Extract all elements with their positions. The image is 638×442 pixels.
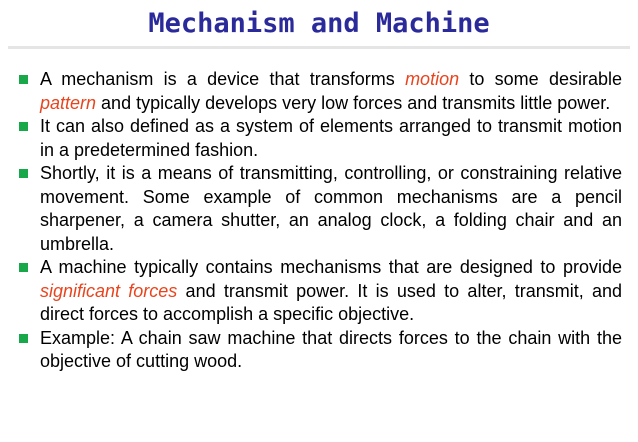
- square-bullet-icon: [19, 334, 28, 343]
- bullet-text: and transmit power. It is used to alter, transmit, and direct forces to accomplish a specific objective.: [40, 280, 622, 324]
- bullet-text: Example: A chain saw machine that directs forces to the chain with the objective of cutting wood.: [40, 327, 622, 371]
- bullet-text: and typically develops very low forces and transmits little power.: [96, 92, 611, 113]
- title-divider: [8, 46, 630, 49]
- bullet-item-chain-saw-example: [18, 327, 622, 374]
- bullet-item-mechanism-definition: [18, 68, 622, 115]
- bullet-item-examples-of-mechanisms: [18, 162, 622, 256]
- square-bullet-icon: [19, 169, 28, 178]
- highlight-significant-forces: significant forces: [40, 280, 178, 301]
- highlight-pattern: pattern: [40, 92, 97, 113]
- bullet-text: It can also defined as a system of elements arranged to transmit motion in a predetermined fashion.: [40, 116, 622, 160]
- square-bullet-icon: [19, 75, 28, 84]
- bullet-text: to some desirable: [459, 69, 622, 89]
- bullet-item-system-of-elements: [18, 115, 622, 162]
- bullet-text: A machine typically contains mechanisms that are designed to provide: [40, 257, 622, 277]
- square-bullet-icon: [19, 122, 28, 131]
- bullet-item-machine-definition: [18, 256, 622, 327]
- bullet-list: [18, 68, 622, 374]
- bullet-text: A mechanism is a device that transforms: [40, 69, 406, 89]
- square-bullet-icon: [19, 263, 28, 272]
- highlight-motion: motion: [405, 69, 460, 89]
- slide-title: Mechanism and Machine: [148, 8, 490, 39]
- bullet-text: Shortly, it is a means of transmitting, controlling, or constraining relative movement. Some example of common mechanisms are a pencil sharpener, a camera shutter, an analog clock, a folding chair and an umbrella.: [40, 163, 622, 254]
